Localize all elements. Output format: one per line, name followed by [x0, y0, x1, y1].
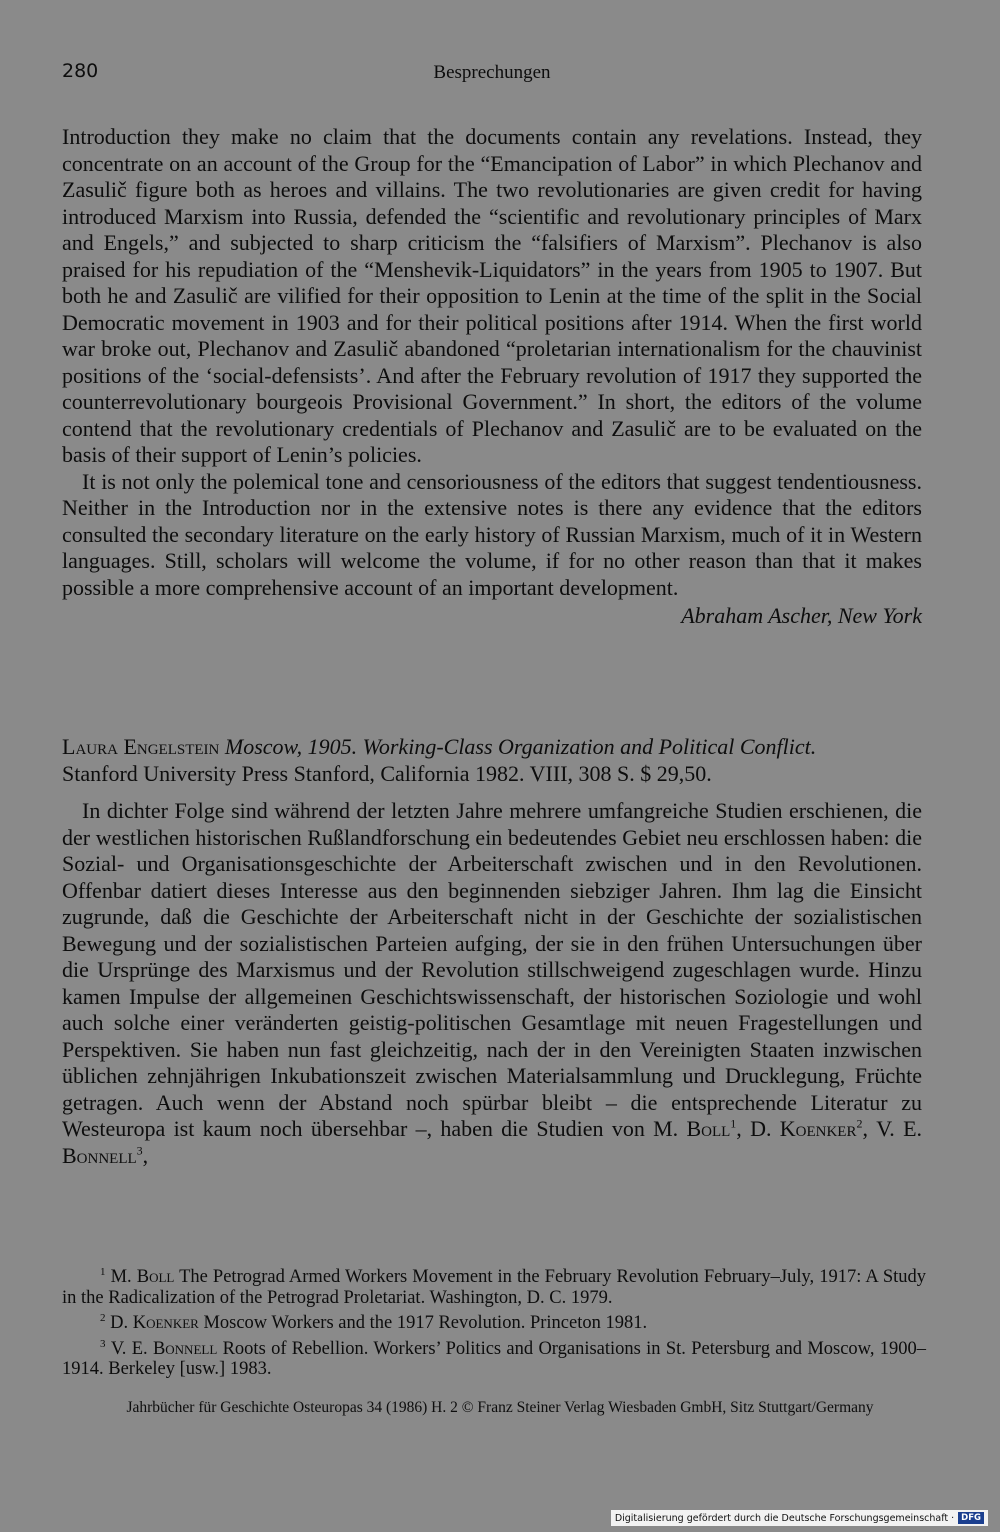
reviewer-signature: Abraham Ascher, New York	[681, 603, 922, 628]
footnote-ref-2[interactable]: 2	[856, 1116, 863, 1131]
footnote-author: M. Boll	[110, 1267, 175, 1288]
footnote-3	[62, 1334, 926, 1380]
review-publisher-line: Stanford University Press Stanford, California 1982. VIII, 308 S. $ 29,50.	[62, 760, 712, 786]
review-ascher	[62, 124, 922, 630]
footnote-number: 2	[100, 1312, 106, 1325]
footnote-2	[62, 1308, 926, 1334]
review-author: Laura Engelstein	[62, 734, 220, 759]
cited-author-2: D. Koenker	[750, 1116, 857, 1141]
dfg-logo-icon: DFG	[958, 1512, 984, 1524]
journal-footer: Jahrbücher für Geschichte Osteuropas 34 (1986) H. 2 © Franz Steiner Verlag Wiesbaden GmbH, Sitz Stuttgart/Germany	[126, 1399, 874, 1416]
cited-author-1: M. Boll	[653, 1116, 731, 1141]
review-heading	[62, 734, 922, 787]
footnote-number: 3	[100, 1337, 106, 1350]
footnote-text: Roots of Rebellion. Workers’ Politics and Organisations in St. Petersburg and Moscow, 1900–1914. Berkeley [usw.] 1983.	[62, 1338, 927, 1380]
review-ascher-paragraph-1: Introduction they make no claim that the documents contain any revelations. Instead, they concentrate on an account of the Group for the “Emancipation of Labor” in which Plechanov and Zasulič figure both as heroes and villains. The two revolutionaries are given credit for having introduced Marxism into Russia, defended the “scientific and revolutionary principles of Marx and Engels,” and subjected to sharp criticism the “falsifiers of Marxism”. Plechanov is also praised for his repudiation of the “Menshevik-Liquidators” in the years from 1905 to 1907. But both he and Zasulič are vilified for their opposition to Lenin at the time of the split in the Social Democratic movement in 1903 and for their political positions after 1914. When the first world war broke out, Plechanov and Zasulič abandoned “proletarian internationalism for the chauvinist positions of the ‘social-defensists’. And after the February revolution of 1917 they supported the counterrevolutionary bourgeois Provisional Government.” In short, the editors of the volume contend that the revolutionary credentials of Plechanov and Zasulič are to be evaluated on the basis of their support of Lenin’s policies.	[62, 124, 922, 467]
review-engelstein-paragraph: In dichter Folge sind während der letzten Jahre mehrere umfangreiche Studien erschienen, die der westlichen historischen Rußlandforschung ein bedeutendes Gebiet neu erschlossen haben: die Sozial- und Organisationsgeschichte der Arbeiterschaft zwischen und in den Revolutionen. Offenbar datiert dieses Interesse aus den beginnenden siebziger Jahren. Ihm lag die Einsicht zugrunde, daß die Geschichte der Arbeiterschaft nicht in der Geschichte der sozialistischen Bewegung und der sozialistischen Parteien aufging, der sie in den frühen Untersuchungen über die Ursprünge des Marxismus und der Revolution stillschweigend zugeschlagen wurde. Hinzu kamen Impulse der allgemeinen Geschichtswissenschaft, der historischen Soziologie und wohl auch solche einer veränderten geistig-politischen Gesamtlage mit neuen Fragestellungen und Perspektiven. Sie haben nun fast gleichzeitig, nach der in den Vereinigten Staaten inzwischen üblichen zehnjährigen Inkubationszeit zwischen Materialsammlung und Drucklegung, Früchte getragen. Auch wenn der Abstand noch spürbar bleibt – die entsprechende Literatur zu Westeuropa ist kaum noch übersehbar –, haben die Studien von M. Boll$^1$, D. Koenker$^2$, V. E. Bonnell$^3$,	[62, 798, 923, 1168]
review-ascher-paragraph-2: It is not only the polemical tone and censoriousness of the editors that suggest tendentiousness. Neither in the Introduction nor in the extensive notes is there any evidence that the editors consulted the secondary literature on the early history of Russian Marxism, much of it in Western languages. Still, scholars will welcome the volume, if for no other reason than that it makes possible a more comprehensive account of an important development.	[62, 468, 922, 600]
footnote-text: The Petrograd Armed Workers Movement in the February Revolution February–July, 1917: A Study in the Radicalization of the Petrograd Proletariat. Washington, D. C. 1979.	[62, 1267, 926, 1308]
review-book-title: Moscow, 1905. Working-Class Organization and Political Conflict.	[224, 734, 817, 759]
dfg-notice	[611, 1510, 988, 1526]
footnote-author: D. Koenker	[110, 1313, 199, 1334]
review-engelstein	[62, 798, 922, 1169]
footnote-ref-3[interactable]: 3	[136, 1143, 143, 1158]
page-header	[62, 60, 922, 90]
footnote-1	[62, 1262, 926, 1308]
footnote-author: V. E. Bonnell	[110, 1338, 218, 1359]
footnote-ref-1[interactable]: 1	[730, 1116, 737, 1131]
dfg-notice-text: Digitalisierung gefördert durch die Deutsche Forschungsgemeinschaft ·	[614, 1512, 955, 1524]
footnote-number: 1	[100, 1266, 106, 1278]
review-engelstein-text: In dichter Folge sind während der letzten Jahre mehrere umfangreiche Studien erschienen, die der westlichen historischen Rußlandforschung ein bedeutendes Gebiet neu erschlossen haben: die Sozial- und Organisationsgeschichte der Arbeiterschaft zwischen und in den Revolutionen. Offenbar datiert dieses Interesse aus den beginnenden siebziger Jahren. Ihm lag die Einsicht zugrunde, daß die Geschichte der Arbeiterschaft nicht in der Geschichte der sozialistischen Bewegung und der sozialistischen Parteien aufging, der sie in den frühen Untersuchungen über die Ursprünge des Marxismus und der Revolution stillschweigend zugeschlagen wurde. Hinzu kamen Impulse der allgemeinen Geschichtswissenschaft, der historischen Soziologie und wohl auch solche einer veränderten geistig-politischen Gesamtlage mit neuen Fragestellungen und Perspektiven. Sie haben nun fast gleichzeitig, nach der in den Vereinigten Staaten inzwischen üblichen zehnjährigen Inkubationszeit zwischen Materialsammlung und Drucklegung, Früchte getragen. Auch wenn der Abstand noch spürbar bleibt – die entsprechende Literatur zu Westeuropa ist kaum noch übersehbar –, haben die Studien von	[62, 798, 922, 1141]
cited-author-3: V. E. Bonnell	[62, 1116, 923, 1168]
footnotes	[62, 1262, 926, 1380]
footnote-text: Moscow Workers and the 1917 Revolution. Princeton 1981.	[203, 1313, 648, 1334]
running-head: Besprechungen	[433, 62, 551, 83]
page-number: 280	[62, 60, 99, 82]
